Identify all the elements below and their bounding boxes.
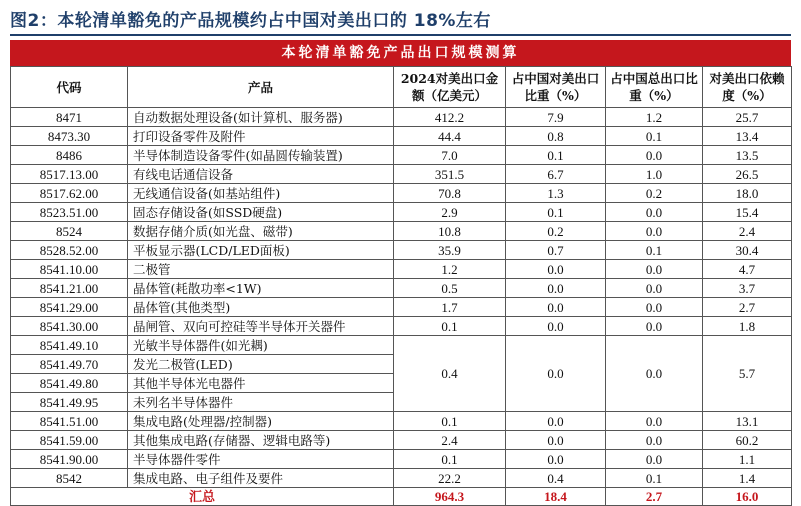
table-row [11,146,792,165]
cell-total-label: 汇总 [11,488,394,506]
cell-product: 有线电话通信设备 [128,165,394,184]
cell-total-export-amount: 964.3 [394,488,506,506]
cell-dependency: 26.5 [703,165,792,184]
cell-share-total: 0.0 [606,222,703,241]
cell-product: 其他集成电路(存储器、逻辑电路等) [128,431,394,450]
cell-code: 8524 [11,222,128,241]
cell-code: 8541.49.80 [11,374,128,393]
cell-dependency: 25.7 [703,108,792,127]
cell-dependency: 60.2 [703,431,792,450]
cell-export-amount: 2.9 [394,203,506,222]
cell-product: 其他半导体光电器件 [128,374,394,393]
cell-code: 8486 [11,146,128,165]
cell-product: 晶体管(其他类型) [128,298,394,317]
header-dependency: 对美出口依赖度（%） [703,67,792,108]
cell-dependency: 2.4 [703,222,792,241]
header-product: 产品 [128,67,394,108]
cell-export-amount: 1.7 [394,298,506,317]
cell-code: 8541.49.10 [11,336,128,355]
cell-code: 8541.49.70 [11,355,128,374]
header-code: 代码 [11,67,128,108]
cell-export-amount: 35.9 [394,241,506,260]
cell-share-us: 7.9 [506,108,606,127]
cell-export-amount: 0.4 [394,336,506,412]
cell-product: 未列名半导体器件 [128,393,394,412]
cell-export-amount: 0.5 [394,279,506,298]
cell-dependency: 5.7 [703,336,792,412]
cell-product: 自动数据处理设备(如计算机、服务器) [128,108,394,127]
table-row [11,469,792,488]
cell-share-us: 0.2 [506,222,606,241]
cell-share-us: 0.4 [506,469,606,488]
cell-dependency: 3.7 [703,279,792,298]
cell-product: 晶闸管、双向可控硅等半导体开关器件 [128,317,394,336]
cell-share-us: 0.1 [506,146,606,165]
table-row [11,241,792,260]
table-row [11,203,792,222]
cell-product: 打印设备零件及附件 [128,127,394,146]
cell-share-total: 0.0 [606,336,703,412]
table-row [11,165,792,184]
cell-product: 集成电路(处理器/控制器) [128,412,394,431]
table-row [11,222,792,241]
cell-share-us: 1.3 [506,184,606,203]
table-row [11,184,792,203]
cell-share-us: 0.0 [506,450,606,469]
cell-code: 8541.51.00 [11,412,128,431]
cell-share-us: 0.0 [506,260,606,279]
table-row [11,260,792,279]
cell-export-amount: 0.1 [394,450,506,469]
cell-share-us: 0.0 [506,431,606,450]
cell-product: 晶体管(耗散功率<1W) [128,279,394,298]
cell-export-amount: 351.5 [394,165,506,184]
cell-product: 数据存储介质(如光盘、磁带) [128,222,394,241]
cell-share-us: 0.8 [506,127,606,146]
table-row [11,431,792,450]
cell-share-total: 1.2 [606,108,703,127]
table-row [11,450,792,469]
table-row [11,298,792,317]
cell-code: 8517.62.00 [11,184,128,203]
cell-code: 8523.51.00 [11,203,128,222]
header-share-us: 占中国对美出口比重（%） [506,67,606,108]
cell-code: 8541.29.00 [11,298,128,317]
cell-share-total: 1.0 [606,165,703,184]
cell-dependency: 13.1 [703,412,792,431]
cell-share-us: 0.0 [506,317,606,336]
cell-dependency: 13.4 [703,127,792,146]
cell-share-total: 0.0 [606,317,703,336]
cell-dependency: 15.4 [703,203,792,222]
cell-export-amount: 22.2 [394,469,506,488]
cell-export-amount: 412.2 [394,108,506,127]
cell-share-total: 0.0 [606,450,703,469]
cell-product: 平板显示器(LCD/LED面板) [128,241,394,260]
table-row [11,279,792,298]
cell-share-total: 0.0 [606,298,703,317]
table-row [11,108,792,127]
cell-dependency: 13.5 [703,146,792,165]
cell-dependency: 1.1 [703,450,792,469]
cell-share-total: 0.0 [606,412,703,431]
cell-code: 8517.13.00 [11,165,128,184]
cell-product: 无线通信设备(如基站组件) [128,184,394,203]
cell-share-us: 0.0 [506,279,606,298]
cell-code: 8541.90.00 [11,450,128,469]
cell-code: 8541.59.00 [11,431,128,450]
cell-code: 8541.49.95 [11,393,128,412]
cell-dependency: 2.7 [703,298,792,317]
table-row [11,412,792,431]
cell-product: 发光二极管(LED) [128,355,394,374]
header-share-total: 占中国总出口比重（%） [606,67,703,108]
cell-export-amount: 0.1 [394,317,506,336]
table-body [11,108,792,506]
cell-code: 8471 [11,108,128,127]
cell-total-share-us: 18.4 [506,488,606,506]
cell-code: 8541.30.00 [11,317,128,336]
cell-code: 8541.21.00 [11,279,128,298]
cell-product: 光敏半导体器件(如光耦) [128,336,394,355]
cell-export-amount: 70.8 [394,184,506,203]
data-table [10,66,792,506]
header-row [11,67,792,108]
cell-product: 二极管 [128,260,394,279]
cell-total-share-total: 2.7 [606,488,703,506]
export-table [10,40,791,506]
cell-export-amount: 7.0 [394,146,506,165]
cell-code: 8542 [11,469,128,488]
cell-share-us: 0.0 [506,412,606,431]
cell-export-amount: 10.8 [394,222,506,241]
cell-share-total: 0.0 [606,203,703,222]
cell-export-amount: 0.1 [394,412,506,431]
cell-share-us: 6.7 [506,165,606,184]
cell-share-us: 0.1 [506,203,606,222]
cell-share-us: 0.0 [506,298,606,317]
table-banner: 本轮清单豁免产品出口规模测算 [10,40,791,66]
title-divider [10,34,791,36]
cell-share-total: 0.0 [606,146,703,165]
cell-dependency: 30.4 [703,241,792,260]
table-row [11,336,792,355]
table-row [11,127,792,146]
cell-export-amount: 44.4 [394,127,506,146]
cell-product: 半导体制造设备零件(如晶圆传输装置) [128,146,394,165]
cell-share-total: 0.0 [606,431,703,450]
table-row [11,317,792,336]
cell-export-amount: 2.4 [394,431,506,450]
header-export-amount: 2024对美出口金额（亿美元） [394,67,506,108]
cell-dependency: 4.7 [703,260,792,279]
cell-code: 8541.10.00 [11,260,128,279]
cell-share-total: 0.1 [606,469,703,488]
figure-title: 图2：本轮清单豁免的产品规模约占中国对美出口的 18%左右 [10,11,491,31]
cell-dependency: 18.0 [703,184,792,203]
cell-share-total: 0.1 [606,127,703,146]
cell-product: 固态存储设备(如SSD硬盘) [128,203,394,222]
cell-share-total: 0.1 [606,241,703,260]
cell-share-total: 0.2 [606,184,703,203]
cell-code: 8528.52.00 [11,241,128,260]
cell-dependency: 1.4 [703,469,792,488]
total-row [11,488,792,506]
cell-export-amount: 1.2 [394,260,506,279]
cell-share-us: 0.7 [506,241,606,260]
cell-share-us: 0.0 [506,336,606,412]
cell-share-total: 0.0 [606,279,703,298]
cell-product: 半导体器件零件 [128,450,394,469]
cell-share-total: 0.0 [606,260,703,279]
cell-product: 集成电路、电子组件及要件 [128,469,394,488]
cell-dependency: 1.8 [703,317,792,336]
cell-total-dependency: 16.0 [703,488,792,506]
cell-code: 8473.30 [11,127,128,146]
